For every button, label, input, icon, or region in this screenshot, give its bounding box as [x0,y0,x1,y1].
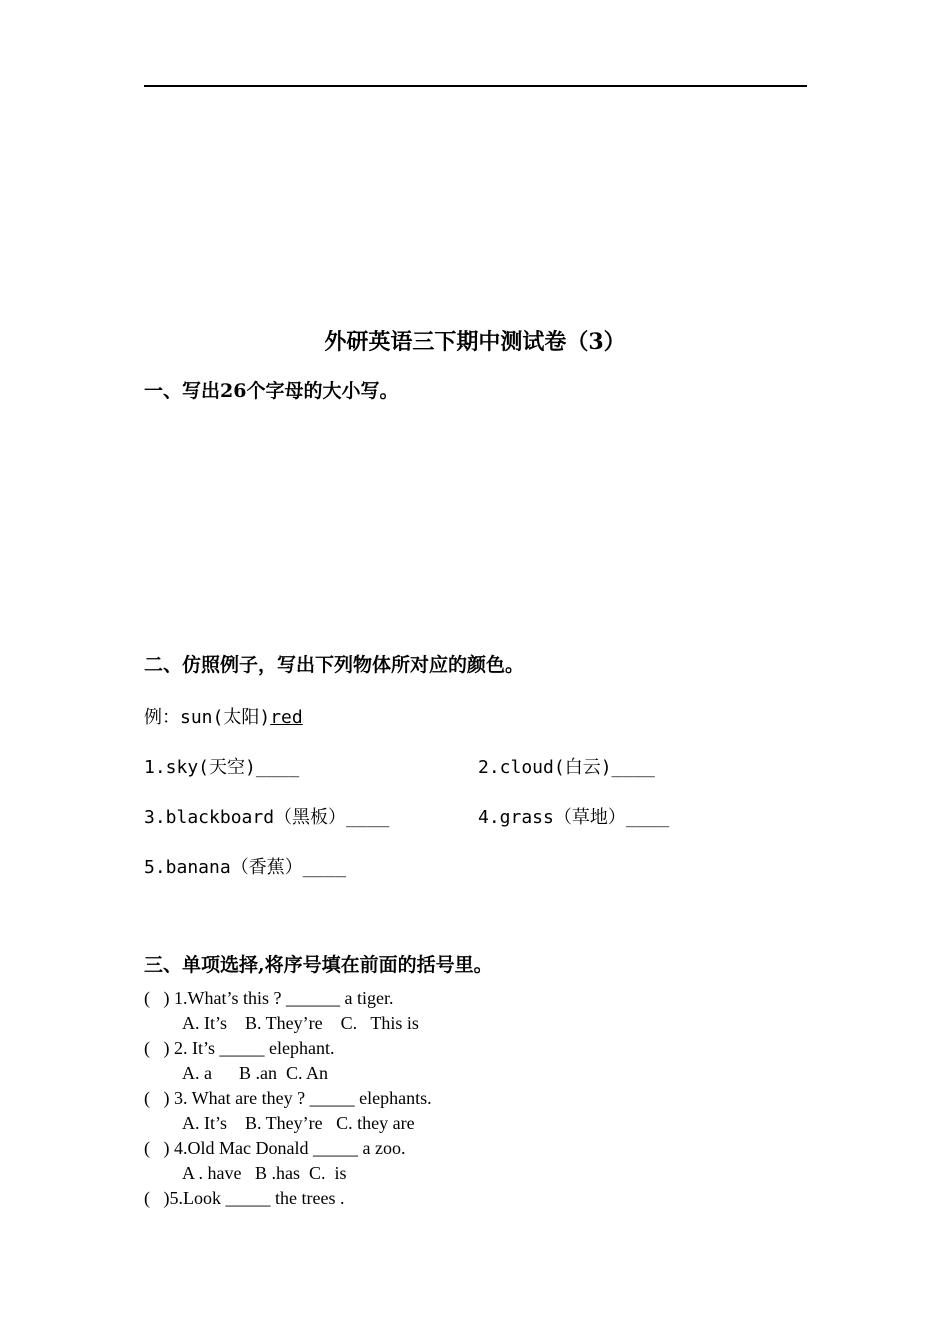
question-1-options: A. It’s B. They’re C. This is [182,1013,419,1033]
color-item-5: 5.banana（香蕉）____ [144,857,347,878]
question-2-options: A. a B .an C. An [182,1063,328,1083]
example-prefix: 例：sun(太阳) [144,707,271,728]
question-5: ( )5.Look _____ the trees . [144,1188,345,1208]
example-answer: red [270,707,303,728]
page-title: 外研英语三下期中测试卷（3） [324,329,626,355]
section3-heading: 三、单项选择,将序号填在前面的括号里。 [144,954,493,976]
question-4-options: A . have B .has C. is [182,1163,347,1183]
header-rule [144,85,807,87]
question-4: ( ) 4.Old Mac Donald _____ a zoo. [144,1138,406,1158]
question-3-options: A. It’s B. They’re C. they are [182,1113,415,1133]
section2-heading: 二、仿照例子，写出下列物体所对应的颜色。 [144,654,525,676]
example-line [144,703,303,729]
question-3: ( ) 3. What are they ? _____ elephants. [144,1088,432,1108]
color-item-2: 2.cloud(白云)____ [478,757,655,778]
question-2: ( ) 2. It’s _____ elephant. [144,1038,335,1058]
color-item-4: 4.grass（草地）____ [478,807,670,828]
color-item-3: 3.blackboard（黑板）____ [144,807,390,828]
question-1: ( ) 1.What’s this ? ______ a tiger. [144,988,394,1008]
color-item-1: 1.sky(天空)____ [144,757,300,778]
section1-heading: 一、写出26个字母的大小写。 [144,380,399,402]
